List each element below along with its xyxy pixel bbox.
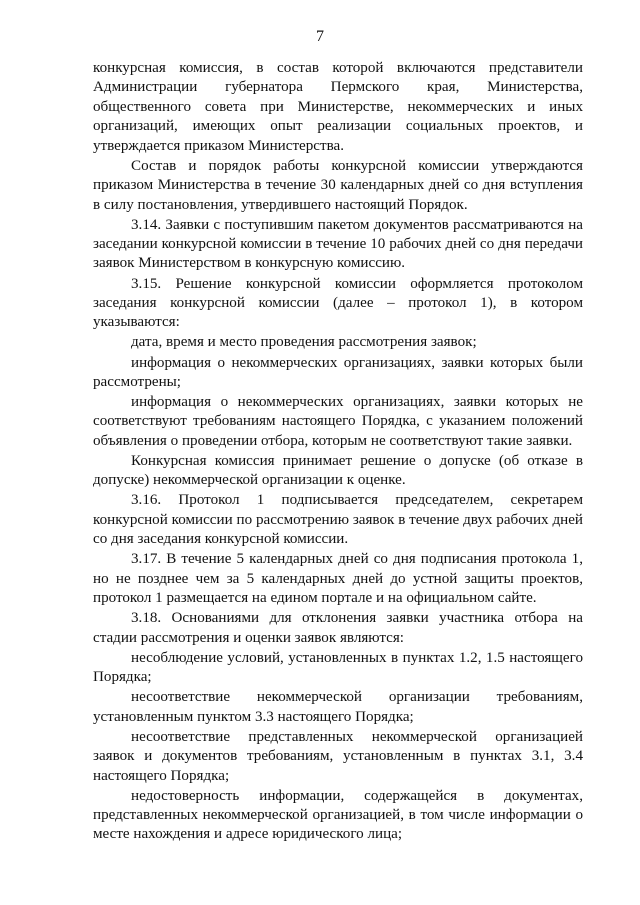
- paragraph-admission-decision: Конкурсная комиссия принимает решение о допуске (об отказе в допуске) некоммерческой организации к оценке.: [93, 452, 583, 489]
- list-item-documents-noncompliance: несоответствие представленных некоммерческой организацией заявок и документов требованиям, установленным в пунктах 3.1, 3.4 настоящего Порядка;: [93, 728, 583, 784]
- document-body: [93, 59, 583, 846]
- paragraph-commission-composition: конкурсная комиссия, в состав которой включаются представители Администрации губернатора Пермского края, Министерства, общественного совета при Министерстве, некоммерческих и иных организаций, имеющих опыт реализации социальных проектов, и утверждается приказом Министерства.: [93, 60, 583, 154]
- list-item-conditions-noncompliance: несоблюдение условий, установленных в пунктах 1.2, 1.5 настоящего Порядка;: [93, 649, 583, 686]
- list-item-requirements-noncompliance: несоответствие некоммерческой организации требованиям, установленным пунктом 3.3 настоящего Порядка;: [93, 689, 583, 725]
- paragraph-commission-procedure: Состав и порядок работы конкурсной комиссии утверждаются приказом Министерства в течение 30 календарных дней со дня вступления в силу постановления, утвердившего настоящий Порядок.: [93, 157, 583, 213]
- list-item-noncompliant-organizations: информация о некоммерческих организациях, заявки которых не соответствуют требованиям настоящего Порядка, с указанием положений объявления о проведении отбора, которым не соответствуют такие заявки.: [93, 394, 583, 449]
- list-item-information-unreliability: недостоверность информации, содержащейся в документах, представленных некоммерческой организацией, в том числе информации о месте нахождения и адресе юридического лица;: [93, 787, 583, 843]
- paragraph-3-17: 3.17. В течение 5 календарных дней со дня подписания протокола 1, но не позднее чем за 5 календарных дней до устной защиты проектов, протокол 1 размещается на едином портале и на официальном сайте.: [93, 551, 583, 607]
- paragraph-3-14: 3.14. Заявки с поступившим пакетом документов рассматриваются на заседании конкурсной комиссии в течение 10 рабочих дней со дня передачи заявок Министерством в конкурсную комиссию.: [93, 216, 583, 272]
- list-item-reviewed-organizations: информация о некоммерческих организациях, заявки которых были рассмотрены;: [93, 354, 583, 390]
- page-number: 7: [316, 28, 324, 45]
- paragraph-3-18: 3.18. Основаниями для отклонения заявки участника отбора на стадии рассмотрения и оценки заявок являются:: [93, 610, 583, 646]
- paragraph-3-16: 3.16. Протокол 1 подписывается председателем, секретарем конкурсной комиссии по рассмотрению заявок в течение двух рабочих дней со дня заседания конкурсной комиссии.: [93, 492, 583, 548]
- paragraph-3-15: 3.15. Решение конкурсной комиссии оформляется протоколом заседания конкурсной комиссии (далее – протокол 1), в котором указываются:: [93, 275, 583, 331]
- list-item-date-time-place: дата, время и место проведения рассмотрения заявок;: [131, 334, 477, 351]
